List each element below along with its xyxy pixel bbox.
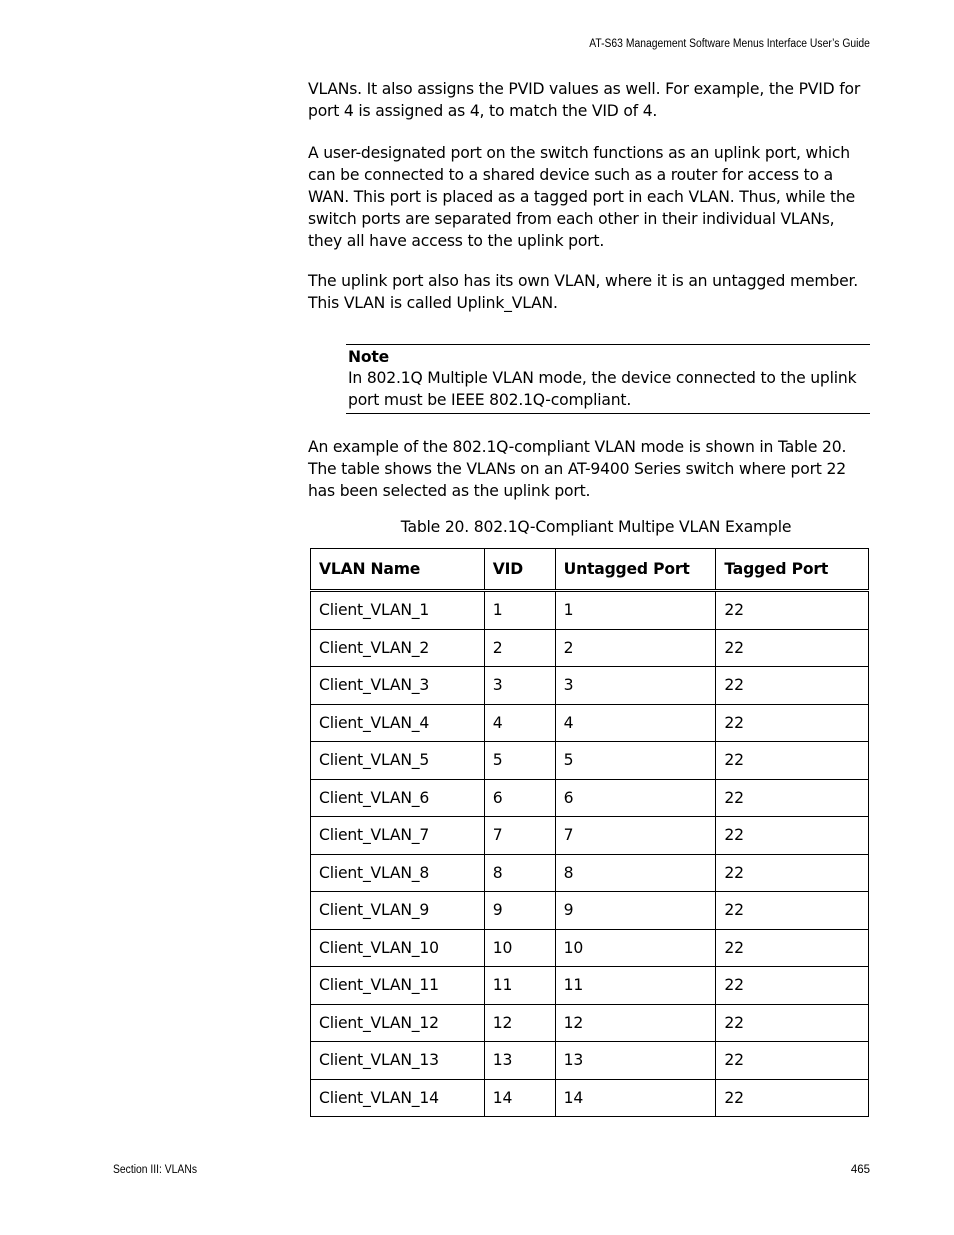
cell-vlan-name: Client_VLAN_5 [311, 742, 485, 780]
table-row [311, 779, 869, 817]
paragraph-uplink-vlan: The uplink port also has its own VLAN, where it is an untagged member. This VLAN is called Uplink_VLAN. [308, 272, 858, 312]
table-row [311, 967, 869, 1005]
cell-tagged-port: 22 [716, 817, 869, 855]
cell-vid: 1 [484, 591, 555, 630]
cell-vid: 5 [484, 742, 555, 780]
cell-untagged-port: 9 [555, 892, 716, 930]
cell-untagged-port: 5 [555, 742, 716, 780]
note-title: Note [348, 348, 389, 366]
table-row [311, 929, 869, 967]
cell-tagged-port: 22 [716, 1079, 869, 1117]
cell-vid: 2 [484, 629, 555, 667]
header-untagged-port: Untagged Port [555, 549, 716, 591]
footer-section: Section III: VLANs [113, 1164, 197, 1176]
cell-untagged-port: 3 [555, 667, 716, 705]
cell-vlan-name: Client_VLAN_4 [311, 704, 485, 742]
cell-untagged-port: 4 [555, 704, 716, 742]
cell-vlan-name: Client_VLAN_10 [311, 929, 485, 967]
cell-vlan-name: Client_VLAN_13 [311, 1042, 485, 1080]
page-content [308, 78, 870, 1117]
table-row [311, 854, 869, 892]
cell-tagged-port: 22 [716, 1004, 869, 1042]
table-row [311, 1079, 869, 1117]
cell-tagged-port: 22 [716, 892, 869, 930]
cell-vlan-name: Client_VLAN_7 [311, 817, 485, 855]
cell-untagged-port: 7 [555, 817, 716, 855]
table-header-row [311, 549, 869, 591]
cell-tagged-port: 22 [716, 854, 869, 892]
cell-vid: 7 [484, 817, 555, 855]
cell-tagged-port: 22 [716, 591, 869, 630]
cell-vlan-name: Client_VLAN_2 [311, 629, 485, 667]
cell-tagged-port: 22 [716, 779, 869, 817]
cell-vid: 12 [484, 1004, 555, 1042]
cell-vlan-name: Client_VLAN_11 [311, 967, 485, 1005]
header-vid: VID [484, 549, 555, 591]
table-row [311, 892, 869, 930]
table-row [311, 1004, 869, 1042]
paragraph-uplink-port: A user-designated port on the switch functions as an uplink port, which can be connected to a shared device such as a router for access to a WAN. This port is placed as a tagged port in each VLAN. Thus, while the switch ports are separated from each other in their individual VLANs, they all have access to the uplink port. [308, 144, 856, 250]
table-caption: Table 20. 802.1Q-Compliant Multipe VLAN Example [400, 518, 792, 536]
cell-vlan-name: Client_VLAN_3 [311, 667, 485, 705]
cell-untagged-port: 1 [555, 591, 716, 630]
cell-vlan-name: Client_VLAN_12 [311, 1004, 485, 1042]
cell-vid: 14 [484, 1079, 555, 1117]
table-row [311, 591, 869, 630]
cell-untagged-port: 8 [555, 854, 716, 892]
table-row [311, 704, 869, 742]
cell-vid: 6 [484, 779, 555, 817]
cell-vid: 10 [484, 929, 555, 967]
cell-vid: 11 [484, 967, 555, 1005]
running-header: AT-S63 Management Software Menus Interface User’s Guide [589, 38, 870, 50]
cell-untagged-port: 2 [555, 629, 716, 667]
cell-tagged-port: 22 [716, 667, 869, 705]
cell-vlan-name: Client_VLAN_1 [311, 591, 485, 630]
table-row [311, 742, 869, 780]
cell-tagged-port: 22 [716, 629, 869, 667]
footer-page-number: 465 [850, 1164, 870, 1176]
cell-vlan-name: Client_VLAN_6 [311, 779, 485, 817]
table-row [311, 667, 869, 705]
cell-vid: 3 [484, 667, 555, 705]
cell-tagged-port: 22 [716, 929, 869, 967]
cell-vid: 8 [484, 854, 555, 892]
cell-tagged-port: 22 [716, 742, 869, 780]
cell-untagged-port: 13 [555, 1042, 716, 1080]
cell-untagged-port: 12 [555, 1004, 716, 1042]
cell-vlan-name: Client_VLAN_9 [311, 892, 485, 930]
header-vlan-name: VLAN Name [311, 549, 485, 591]
cell-vid: 13 [484, 1042, 555, 1080]
cell-vlan-name: Client_VLAN_8 [311, 854, 485, 892]
paragraph-example: An example of the 802.1Q-compliant VLAN mode is shown in Table 20. The table shows the VLANs on an AT-9400 Series switch where port 22 has been selected as the uplink port. [308, 438, 847, 500]
cell-vlan-name: Client_VLAN_14 [311, 1079, 485, 1117]
cell-tagged-port: 22 [716, 1042, 869, 1080]
cell-vid: 9 [484, 892, 555, 930]
note-box [346, 344, 870, 414]
header-tagged-port: Tagged Port [716, 549, 869, 591]
vlan-table [310, 548, 869, 1117]
cell-vid: 4 [484, 704, 555, 742]
note-body: In 802.1Q Multiple VLAN mode, the device connected to the uplink port must be IEEE 802.1Q-compliant. [348, 369, 857, 409]
cell-untagged-port: 6 [555, 779, 716, 817]
cell-untagged-port: 10 [555, 929, 716, 967]
table-row [311, 1042, 869, 1080]
table-row [311, 817, 869, 855]
cell-tagged-port: 22 [716, 704, 869, 742]
cell-untagged-port: 11 [555, 967, 716, 1005]
cell-tagged-port: 22 [716, 967, 869, 1005]
cell-untagged-port: 14 [555, 1079, 716, 1117]
table-row [311, 629, 869, 667]
paragraph-pvid: VLANs. It also assigns the PVID values as well. For example, the PVID for port 4 is assigned as 4, to match the VID of 4. [308, 80, 861, 120]
